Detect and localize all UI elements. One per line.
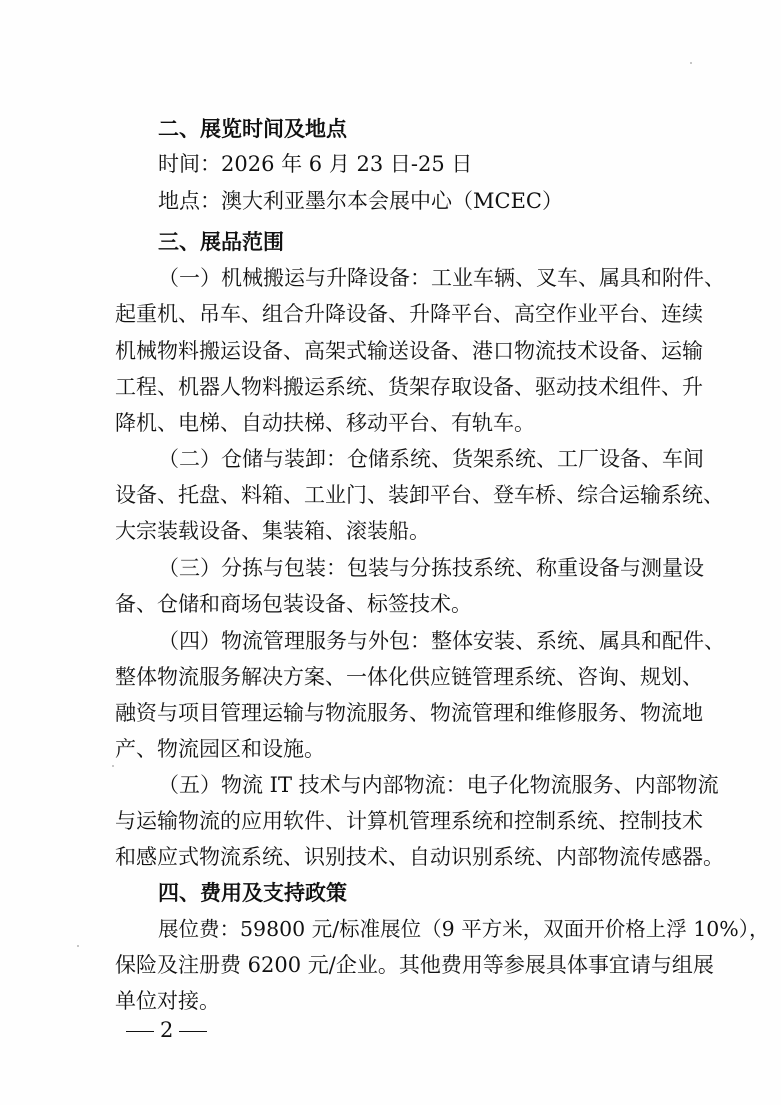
category-2-line-1: （二）仓储与装卸：仓储系统、货架系统、工厂设备、车间	[158, 447, 704, 471]
page-number-dash-left	[126, 1031, 154, 1032]
category-2-line-3: 大宗装载设备、集装箱、滚装船。	[115, 519, 430, 543]
page-number-value: 2	[160, 1018, 174, 1042]
category-4-line-4: 产、物流园区和设施。	[115, 737, 325, 761]
scan-speck	[112, 765, 114, 767]
category-4-line-2: 整体物流服务解决方案、一体化供应链管理系统、咨询、规划、	[115, 665, 703, 689]
page-number-dash-right	[179, 1031, 207, 1032]
page-number	[120, 1015, 213, 1045]
scan-speck	[690, 62, 692, 64]
section-3-heading: 三、展品范围	[158, 230, 284, 254]
category-1-line-3: 机械物料搬运设备、高架式输送设备、港口物流技术设备、运输	[115, 339, 703, 363]
category-1-line-1: （一）机械搬运与升降设备：工业车辆、叉车、属具和附件、	[158, 266, 725, 290]
scan-speck	[77, 945, 79, 947]
fee-line-1: 展位费：59800 元/标准展位（9 平方米，双面开价格上浮 10%），	[158, 917, 770, 941]
category-1-line-5: 降机、电梯、自动扶梯、移动平台、有轨车。	[115, 411, 535, 435]
category-4-line-3: 融资与项目管理运输与物流服务、物流管理和维修服务、物流地	[115, 701, 703, 725]
fee-line-2: 保险及注册费 6200 元/企业。其他费用等参展具体事宜请与组展	[115, 953, 714, 977]
category-3-line-2: 备、仓储和商场包装设备、标签技术。	[115, 592, 472, 616]
category-1-line-2: 起重机、吊车、组合升降设备、升降平台、高空作业平台、连续	[115, 302, 703, 326]
fee-line-3: 单位对接。	[115, 989, 220, 1013]
category-2-line-2: 设备、托盘、料箱、工业门、装卸平台、登车桥、综合运输系统、	[115, 483, 724, 507]
category-5-line-3: 和感应式物流系统、识别技术、自动识别系统、内部物流传感器。	[115, 845, 724, 869]
section-4-heading: 四、费用及支持政策	[158, 881, 347, 905]
exhibition-time: 时间：2026 年 6 月 23 日-25 日	[158, 152, 473, 176]
category-3-line-1: （三）分拣与包装：包装与分拣技系统、称重设备与测量设	[158, 556, 704, 580]
category-5-line-2: 与运输物流的应用软件、计算机管理系统和控制系统、控制技术	[115, 809, 703, 833]
section-2-heading: 二、展览时间及地点	[158, 117, 347, 141]
exhibition-venue: 地点：澳大利亚墨尔本会展中心（MCEC）	[158, 189, 563, 213]
category-5-line-1: （五）物流 IT 技术与内部物流：电子化物流服务、内部物流	[158, 773, 719, 797]
category-1-line-4: 工程、机器人物料搬运系统、货架存取设备、驱动技术组件、升	[115, 375, 703, 399]
category-4-line-1: （四）物流管理服务与外包：整体安装、系统、属具和配件、	[158, 629, 725, 653]
